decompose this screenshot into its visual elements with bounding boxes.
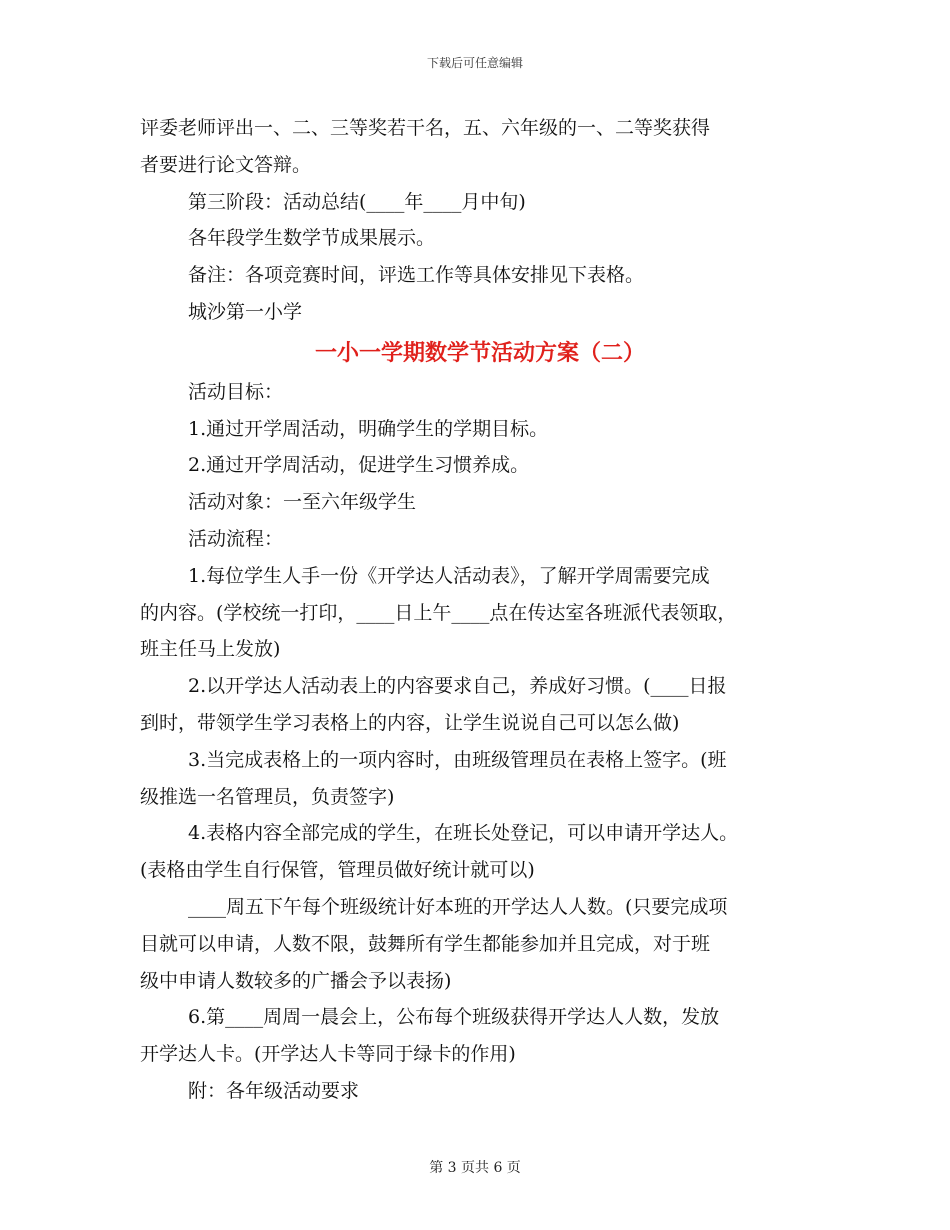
section-title: 一小一学期数学节活动方案（二） xyxy=(314,339,645,366)
paragraph-line: 1.通过开学周活动，明确学生的学期目标。 xyxy=(188,417,549,440)
paragraph-line: 的内容。(学校统一打印，____日上午____点在传达室各班派代表领取， xyxy=(140,601,737,624)
paragraph-line: 目就可以申请，人数不限，鼓舞所有学生都能参加并且完成，对于班 xyxy=(140,932,711,955)
paragraph-line: 级中申请人数较多的广播会予以表扬) xyxy=(140,969,452,992)
paragraph-line: 者要进行论文答辩。 xyxy=(140,153,312,176)
paragraph-line: 4.表格内容全部完成的学生，在班长处登记，可以申请开学达人。 xyxy=(188,822,739,845)
paragraph-line: 级推选一名管理员，负责签字) xyxy=(140,785,395,808)
paragraph-line: 评委老师评出一、二、三等奖若干名，五、六年级的一、二等奖获得 xyxy=(140,117,711,139)
page-footer: 第 3 页共 6 页 xyxy=(429,1160,521,1176)
paragraph-line: 6.第____周周一晨会上，公布每个班级获得开学达人人数，发放 xyxy=(188,1006,720,1029)
paragraph-line: 2.以开学达人活动表上的内容要求自己，养成好习惯。(____日报 xyxy=(188,675,727,698)
paragraph-line: 2.通过开学周活动，促进学生习惯养成。 xyxy=(188,454,530,477)
paragraph-line: 3.当完成表格上的一项内容时，由班级管理员在表格上签字。(班 xyxy=(188,748,727,771)
document-body xyxy=(140,110,820,1110)
paragraph-line: 1.每位学生人手一份《开学达人活动表》，了解开学周需要完成 xyxy=(188,564,710,587)
paragraph-line: 活动流程： xyxy=(188,527,284,550)
paragraph-line: 备注：各项竞赛时间，评选工作等具体安排见下表格。 xyxy=(188,264,645,287)
paragraph-line: ____周五下午每个班级统计好本班的开学达人人数。(只要完成项 xyxy=(188,895,728,918)
paragraph-line: (表格由学生自行保管，管理员做好统计就可以) xyxy=(140,859,535,882)
paragraph-line: 到时，带领学生学习表格上的内容，让学生说说自己可以怎么做) xyxy=(140,711,680,734)
paragraph-line: 开学达人卡。(开学达人卡等同于绿卡的作用) xyxy=(140,1043,516,1066)
paragraph-line: 活动对象：一至六年级学生 xyxy=(188,491,417,514)
paragraph-line: 班主任马上发放) xyxy=(140,638,281,661)
page-header: 下载后可任意编辑 xyxy=(426,56,523,70)
paragraph-line: 附：各年级活动要求 xyxy=(188,1079,360,1102)
paragraph-line: 活动目标： xyxy=(188,380,284,403)
paragraph-line: 第三阶段：活动总结(____年____月中旬) xyxy=(188,190,526,213)
paragraph-line: 各年段学生数学节成果展示。 xyxy=(188,227,436,250)
school-name: 城沙第一小学 xyxy=(188,300,303,323)
